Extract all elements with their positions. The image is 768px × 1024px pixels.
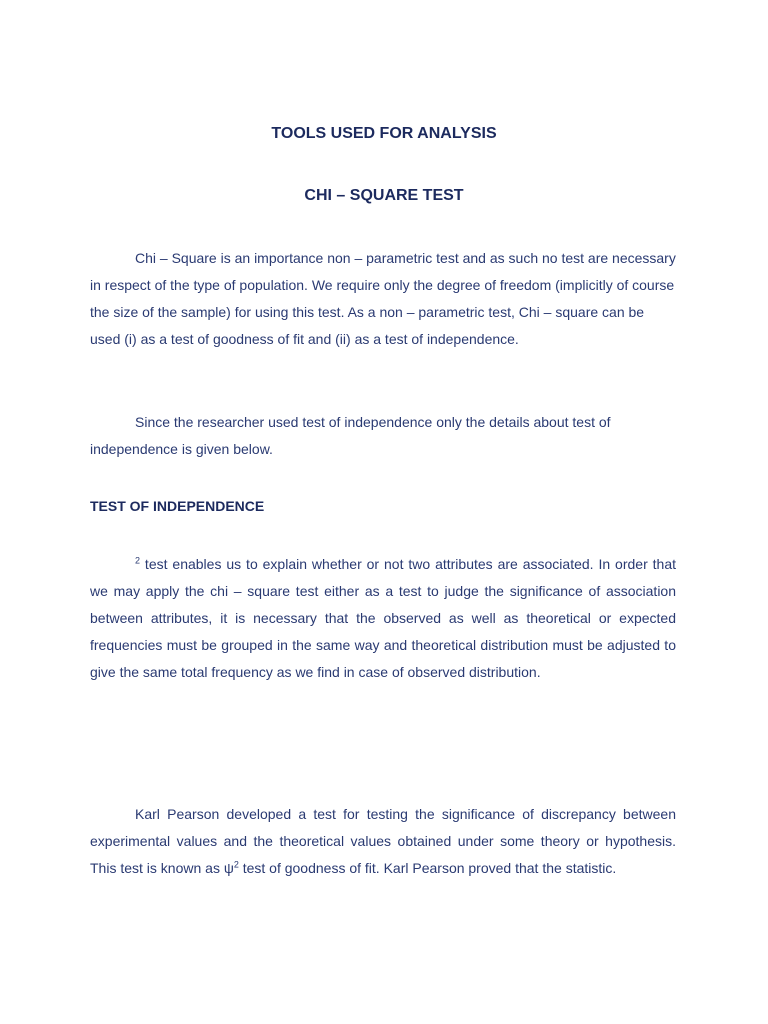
paragraph-chi-square-intro bbox=[90, 245, 676, 353]
paragraph-text: test enables us to explain whether or not two attributes are associated. In order that we may apply the chi – square test either as a test to judge the significance of association between attributes, it is necessary that the observed as well as theoretical or expected frequencies must be grouped in the same way and theoretical distribution must be adjusted to give the same total frequency as we find in case of observed distribution. bbox=[90, 556, 676, 680]
subheading-test-of-independence: TEST OF INDEPENDENCE bbox=[90, 498, 265, 514]
superscript: 2 bbox=[135, 555, 141, 566]
paragraph-text-part1: Karl Pearson developed a test for testing the significance of discrepancy between experimental values and the theoretical values obtained under some theory or hypothesis. This test is known as ψ bbox=[90, 806, 676, 876]
paragraph-text: Chi – Square is an importance non – parametric test and as such no test are necessary in respect of the type of population. We require only the degree of freedom (implicitly of course the size of the sample) for using this test. As a non – parametric test, Chi – square can be used (i) as a test of goodness of fit and (ii) as a test of independence. bbox=[90, 250, 676, 347]
paragraph-test-of-independence bbox=[90, 551, 676, 686]
paragraph-test-of-independence-note bbox=[90, 409, 676, 463]
paragraph-text: Since the researcher used test of independence only the details about test of independence is given below. bbox=[90, 414, 611, 457]
paragraph-karl-pearson bbox=[90, 801, 676, 882]
document-title: TOOLS USED FOR ANALYSIS bbox=[271, 125, 497, 142]
section-heading: CHI – SQUARE TEST bbox=[304, 187, 464, 204]
paragraph-text-part2: test of goodness of fit. Karl Pearson proved that the statistic. bbox=[238, 860, 617, 876]
superscript: 2 bbox=[233, 859, 239, 870]
